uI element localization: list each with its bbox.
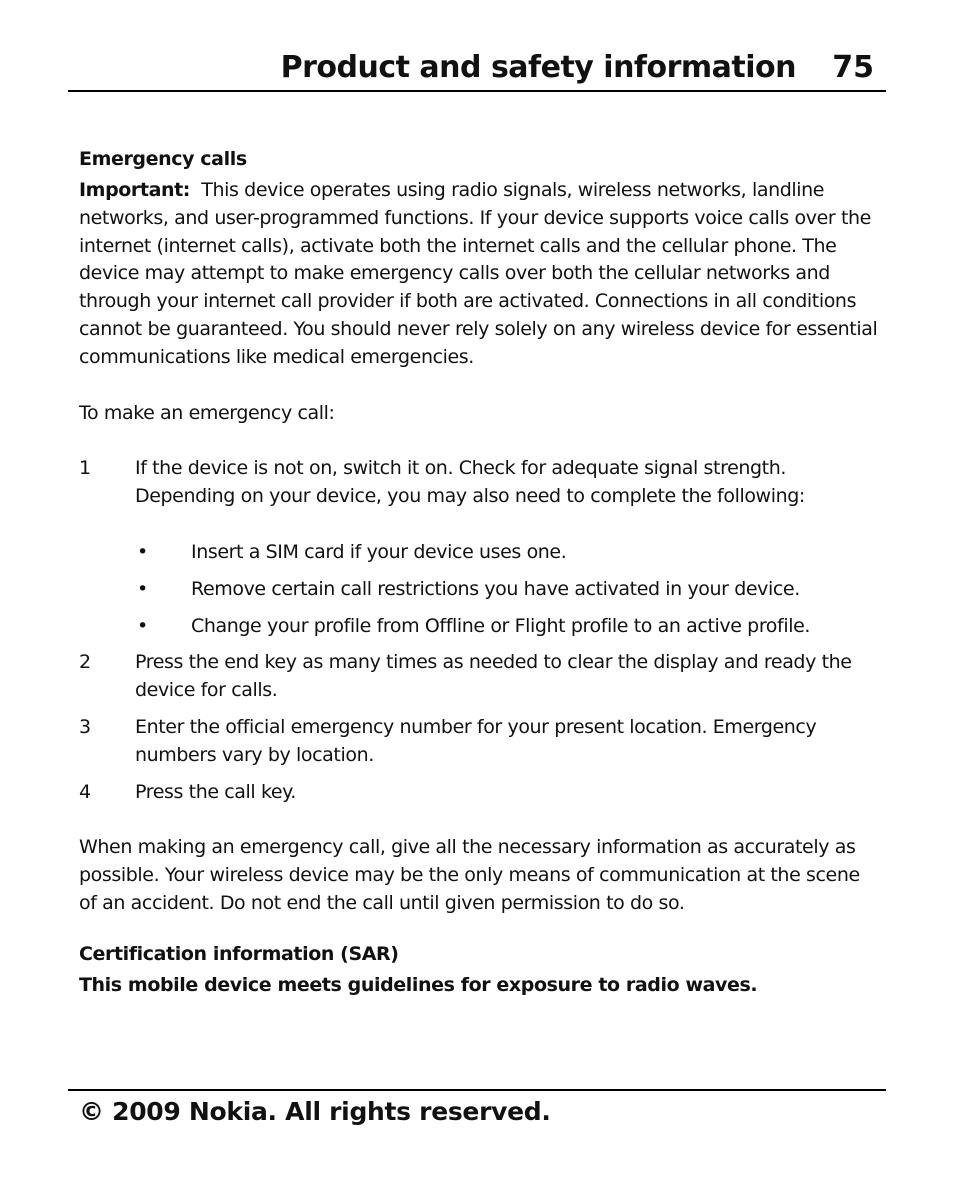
bullet-item bbox=[135, 539, 879, 567]
page-footer bbox=[68, 1089, 886, 1126]
page-number: 75 bbox=[832, 50, 874, 85]
step-text: If the device is not on, switch it on. Check for adequate signal strength. Depending on your device, you may also need to complete the following: bbox=[135, 457, 805, 508]
step-number: 1 bbox=[79, 457, 91, 480]
step-2 bbox=[79, 649, 879, 705]
bullet-text: Remove certain call restrictions you have activated in your device. bbox=[191, 577, 800, 600]
step-number: 3 bbox=[79, 715, 91, 738]
step-1 bbox=[79, 455, 879, 640]
step-text: Enter the official emergency number for your present location. Emergency numbers vary by location. bbox=[135, 715, 817, 766]
bullet-item bbox=[135, 576, 879, 604]
step-number: 2 bbox=[79, 651, 91, 674]
page-content bbox=[79, 145, 879, 1000]
page-title: Product and safety information bbox=[280, 50, 796, 85]
important-text: This device operates using radio signals, wireless networks, landline networks, and user-programmed functions. If your device supports voice calls over the internet (internet calls), activate both the internet calls and the cellular phone. The device may attempt to make emergency calls over both the cellular networks and through your internet call provider if both are activated. Connections in all conditions cannot be guaranteed. You should never rely solely on any wireless device for essential communications like medical emergencies. bbox=[79, 179, 878, 368]
bullet-item bbox=[135, 613, 879, 641]
step-text: Press the end key as many times as needed to clear the display and ready the device for calls. bbox=[135, 651, 852, 702]
section-title-certification: Certification information (SAR) bbox=[79, 942, 399, 965]
bullet-marker: • bbox=[137, 540, 148, 563]
step-3 bbox=[79, 714, 879, 770]
bullet-text: Insert a SIM card if your device uses one. bbox=[191, 540, 567, 563]
page-header bbox=[68, 48, 886, 92]
bullet-text: Change your profile from Offline or Flight profile to an active profile. bbox=[191, 614, 811, 637]
step-text: Press the call key. bbox=[135, 780, 296, 803]
emergency-closing-paragraph: When making an emergency call, give all the necessary information as accurately as possible. Your wireless device may be the only means of communication at the scene of an accident. Do not end the call until given permission to do so. bbox=[79, 836, 860, 914]
step-1-bullets bbox=[135, 539, 879, 640]
certification-statement: This mobile device meets guidelines for exposure to radio waves. bbox=[79, 973, 758, 996]
bullet-marker: • bbox=[137, 577, 148, 600]
copyright-notice: © 2009 Nokia. All rights reserved. bbox=[79, 1097, 551, 1126]
step-4 bbox=[79, 779, 879, 807]
emergency-lead: To make an emergency call: bbox=[79, 401, 335, 424]
step-number: 4 bbox=[79, 780, 91, 803]
bullet-marker: • bbox=[137, 614, 148, 637]
important-paragraph bbox=[79, 177, 879, 372]
section-title-emergency-calls: Emergency calls bbox=[79, 148, 247, 170]
important-label: Important: bbox=[79, 179, 191, 201]
